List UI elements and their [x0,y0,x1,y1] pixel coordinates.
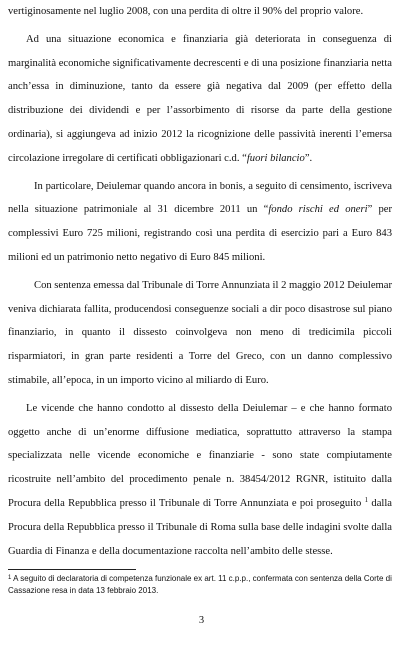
paragraph-3: In particolare, Deiulemar quando ancora in bonis, a seguito di censimento, iscriveva nella situazione patrimoniale al 31 dicembre 2011 un “fondo rischi ed oneri” per complessivi Euro 725 milioni, registrando così una perdita di esercizio pari a Euro 843 milioni ed un patrimonio netto negativo di Euro 845 milioni. [8,180,392,263]
paragraph-2: Ad una situazione economica e finanziaria già deteriorata in conseguenza di marginalità economiche significativamente decrescenti e di una posizione finanziaria netta anch’essa in diminuzione, tanto da essere già negativa dal 2009 (per effetto della distribuzione dei dividendi e per l’assorbimento di risorse da parte della gestione ordinaria), si aggiungeva ad inizio 2012 la ricognizione delle passività inerenti l’emersa circolazione irregolare di certificati obbligazionari c.d. “fuori bilancio”. [8,33,392,164]
italic-phrase: fuori bilancio [246,152,305,164]
page-number: 3 [198,615,205,626]
paragraph-4: Con sentenza emessa dal Tribunale di Torre Annunziata il 2 maggio 2012 Deiulemar veniva dichiarata fallita, producendosi conseguenze sociali a dir poco disastrose sul piano finanziario, in quanto il dissesto coinvolgeva non meno di tredicimila piccoli risparmiatori, in gran parte residenti a Torre del Greco, con un danno complessivo stimabile, all’epoca, in un importo vicino al miliardo di Euro. [8,279,392,386]
paragraph-5: Le vicende che hanno condotto al dissesto della Deiulemar – e che hanno formato oggetto anche di un’enorme diffusione mediatica, soprattutto attraverso la stampa specializzata nelle vicende economiche e finanziarie - sono state compiutamente ricostruite nell’ambito del procedimento penale n. 38454/2012 RGNR, istituito dalla Procura della Repubblica presso il Tribunale di Torre Annunziata e poi proseguito $^1$ dalla Procura della Repubblica presso il Tribunale di Roma sulla base delle indagini svolte dalla Guardia di Finanza e della documentazione raccolta nell’ambito delle stesse. [8,402,392,557]
footnote-reference[interactable]: 1 [364,495,369,504]
paragraph-1: vertiginosamente nel luglio 2008, con una perdita di oltre il 90% del proprio valore. [8,6,364,17]
body-text [8,0,392,563]
italic-phrase: fondo rischi ed oneri [268,204,368,216]
footnote-marker: 1 [8,575,12,581]
footnote: $^1$ A seguito di declaratoria di competenza funzionale ex art. 11 c.p.p., confermata con sentenza della Corte di Cassazione resa in data 13 febbraio 2013. [8,574,392,595]
footnote-separator [8,569,136,570]
